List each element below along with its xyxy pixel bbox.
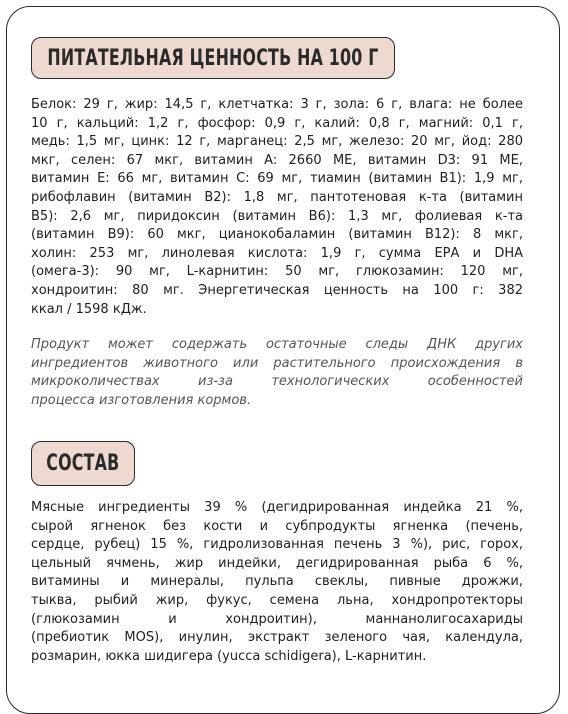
nutrition-line: Белок: 29 г, жир: 14,5 г, клетчатка: 3 г, зола: 6 г, влага: не более [31,97,523,112]
composition-heading: СОСТАВ [46,451,120,476]
disclaimer-line: процесса изготовления кормов. [31,392,252,408]
composition-line: (пребиотик MOS), инулин, экстракт зеленого чая, календула, [31,630,523,646]
nutrition-line: хондроитин: 80 мг. Энергетическая ценность на 100 г: 382 [31,282,523,298]
nutrition-text [31,96,523,319]
nutrition-line: 10 г, кальций: 1,2 г, фосфор: 0,9 г, калий: 0,8 г, магний: 0,1 г, [31,115,523,131]
nutrition-heading-box [31,37,395,79]
nutrition-heading: ПИТАТЕЛЬНАЯ ЦЕННОСТЬ НА 100 Г [47,45,379,71]
disclaimer-line: ингредиентов животного или растительного происхождения в [31,355,523,371]
composition-text [31,499,523,666]
composition-line: (глюкозамин и хондроитин), маннанолигосахариды [31,611,523,627]
nutrition-line: мкг, селен: 67 мкг, витамин A: 2660 МЕ, витамин D3: 91 МЕ, [31,152,523,168]
nutrition-line: ккал / 1598 кДж. [31,301,147,317]
nutrition-line: (омега-3): 90 мг, L-карнитин: 50 мг, глюкозамин: 120 мг, [31,264,523,280]
composition-line: витамины и минералы, пульпа свеклы, пивные дрожжи, [31,574,523,590]
composition-line: сырой ягненок без кости и субпродукты ягненка (печень, [31,518,523,534]
nutrition-line: медь: 1,5 мг, цинк: 12 г, марганец: 2,5 мг, железо: 20 мг, йод: 280 [31,134,523,150]
disclaimer-line: Продукт может содержать остаточные следы ДНК других [31,337,523,352]
dna-disclaimer [31,336,523,410]
composition-heading-box [31,441,135,486]
nutrition-line: (витамин В9): 60 мкг, цианокобаламин (витамин В12): 8 мкг, [31,227,523,243]
composition-line: Мясные ингредиенты 39 % (дегидрированная индейка 21 %, [31,500,523,515]
nutrition-line: витамин Е: 66 мг, витамин С: 69 мг, тиамин (витамин В1): 1,9 мг, [31,171,523,187]
composition-line: розмарин, юкка шидигера (yucca schidigera), L-карнитин. [31,648,427,664]
composition-line: тыква, рыбий жир, фукус, семена льна, хондропротекторы [31,592,523,608]
composition-line: цельный ячмень, жир индейки, дегидрированная рыба 6 %, [31,555,523,571]
nutrition-line: В5): 2,6 мг, пиридоксин (витамин В6): 1,3 мг, фолиевая к-та [31,208,523,224]
disclaimer-line: микроколичествах из-за технологических особенностей [31,374,523,390]
composition-line: сердце, рубец) 15 %, гидролизованная печень 3 %), рис, горох, [31,537,523,553]
nutrition-line: рибофлавин (витамин В2): 1,8 мг, пантотеновая к-та (витамин [31,189,523,205]
nutrition-line: холин: 253 мг, линолевая кислота: 1,9 г, сумма ЕРА и DHA [31,245,523,261]
